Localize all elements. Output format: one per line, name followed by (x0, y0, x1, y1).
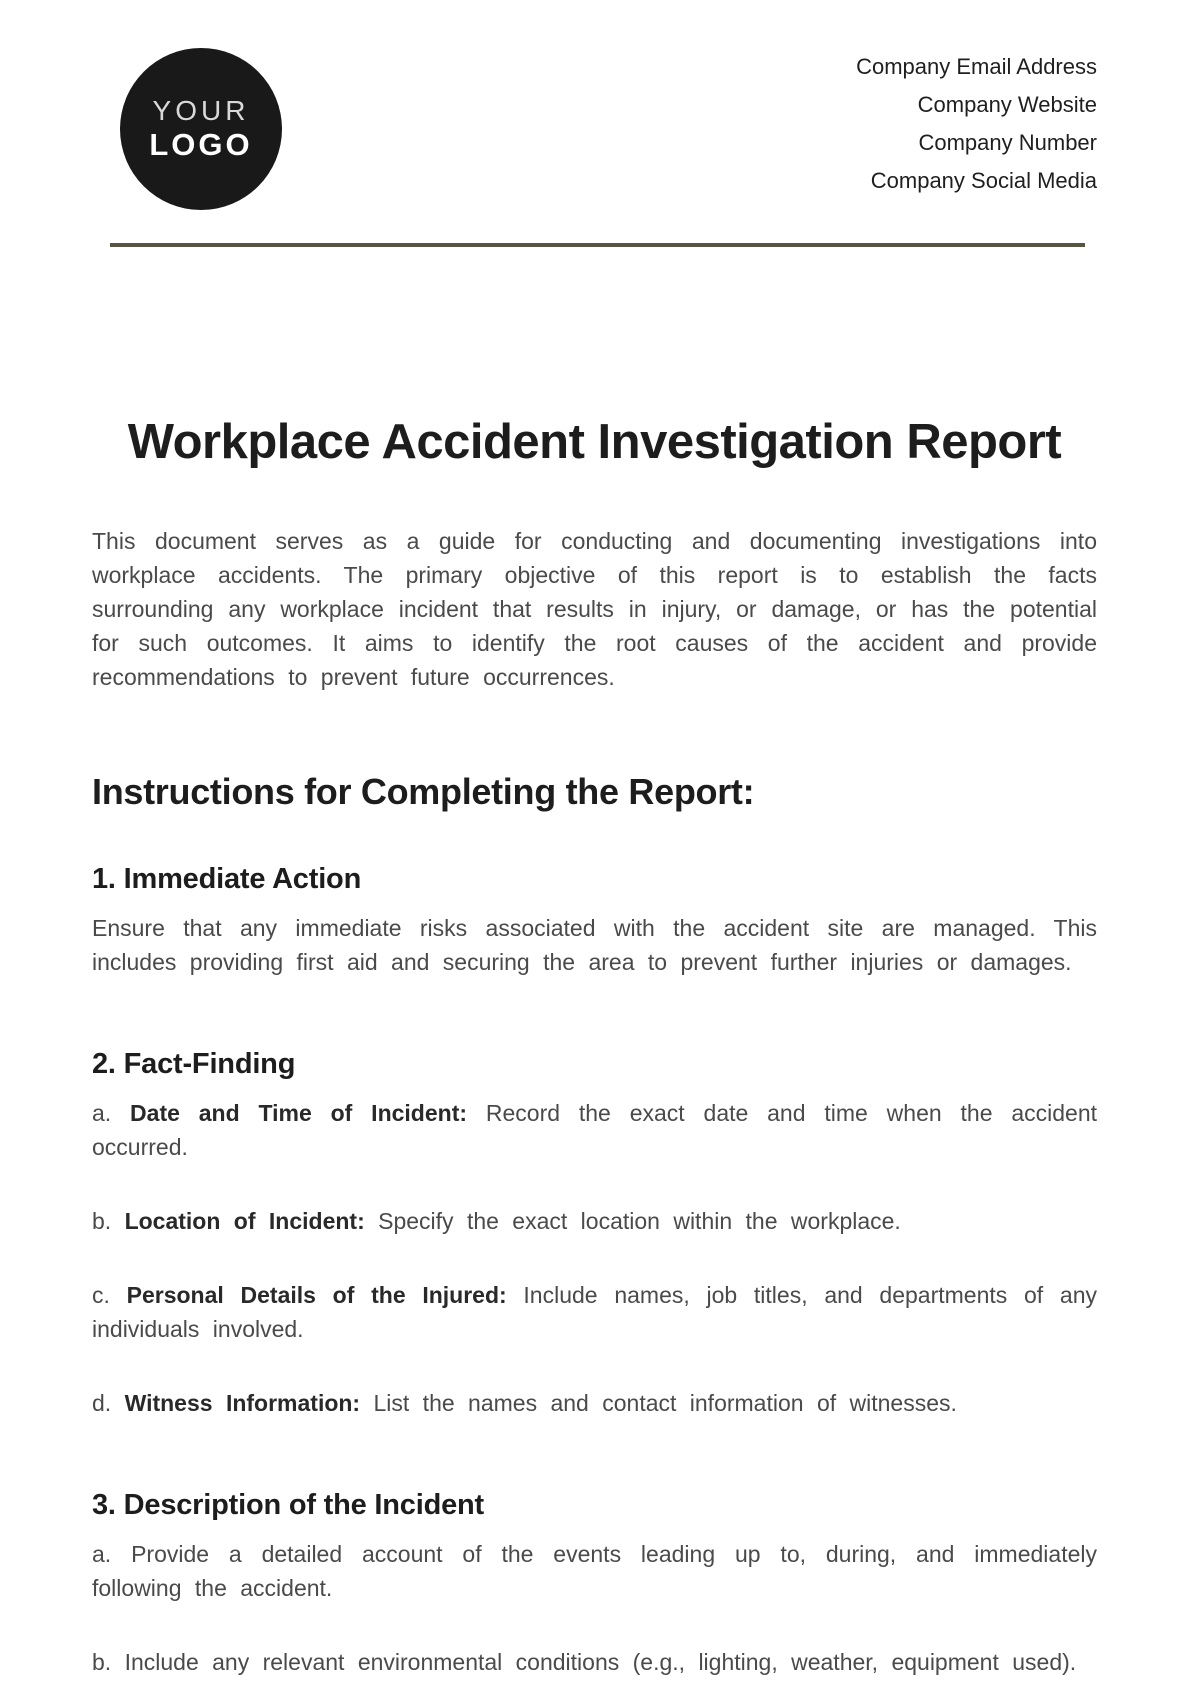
logo-text-logo: LOGO (149, 126, 253, 162)
instruction-item-a (92, 1096, 1097, 1164)
item-text: Include any relevant environmental conditions (e.g., lighting, weather, equipment used). (124, 1649, 1077, 1675)
company-contact-block (856, 46, 1097, 200)
item-lead: Location of Incident: (124, 1208, 365, 1234)
item-prefix: c. (92, 1282, 110, 1308)
item-text: List the names and contact information of witnesses. (373, 1390, 957, 1416)
page-header (0, 0, 1200, 210)
instructions-heading: Instructions for Completing the Report: (92, 771, 755, 812)
header-divider-rule (110, 243, 1085, 247)
item-prefix: a. (92, 1100, 112, 1126)
section-immediate-action (92, 860, 1097, 979)
section-heading: 3. Description of the Incident (92, 1489, 484, 1521)
section-heading: 1. Immediate Action (92, 863, 362, 895)
item-prefix: d. (92, 1390, 112, 1416)
item-text: Provide a detailed account of the events leading up to, during, and immediately following the accident. (92, 1541, 1097, 1601)
instruction-item-c (92, 1278, 1097, 1346)
section-paragraph (92, 911, 1097, 979)
document-body (0, 411, 1200, 1679)
logo-text-your: YOUR (152, 94, 250, 126)
item-lead: Date and Time of Incident: (130, 1100, 468, 1126)
item-prefix: b. (92, 1649, 112, 1675)
contact-line-email: Company Email Address (856, 54, 1097, 79)
company-logo (120, 48, 282, 210)
instruction-item-b (92, 1204, 1097, 1238)
contact-line-number: Company Number (918, 130, 1097, 155)
section-description-of-incident (92, 1486, 1097, 1679)
document-title: Workplace Accident Investigation Report (127, 415, 1062, 469)
item-text: Ensure that any immediate risks associated with the accident site are managed. This includes providing first aid and securing the area to prevent further injuries or damages. (92, 915, 1097, 975)
item-prefix: b. (92, 1208, 112, 1234)
item-text: Include names, job titles, and departments of any individuals involved. (92, 1282, 1098, 1342)
intro-paragraph: This document serves as a guide for conducting and documenting investigations into workplace accidents. The primary objective of this report is to establish the facts surrounding any workplace incident that results in injury, or damage, or has the potential for such outcomes. It aims to identify the root causes of the accident and provide recommendations to prevent future occurrences. (92, 528, 1097, 690)
section-fact-finding (92, 1045, 1097, 1420)
item-lead: Personal Details of the Injured: (126, 1282, 507, 1308)
contact-line-social: Company Social Media (870, 168, 1097, 193)
instruction-item-b (92, 1645, 1097, 1679)
instruction-item-d (92, 1386, 1097, 1420)
instruction-item-a (92, 1537, 1097, 1605)
item-lead: Witness Information: (124, 1390, 361, 1416)
item-text: Specify the exact location within the workplace. (378, 1208, 901, 1234)
contact-line-website: Company Website (917, 92, 1097, 117)
section-heading: 2. Fact-Finding (92, 1048, 296, 1080)
item-text: Record the exact date and time when the accident occurred. (92, 1100, 1098, 1160)
item-prefix: a. (92, 1541, 112, 1567)
